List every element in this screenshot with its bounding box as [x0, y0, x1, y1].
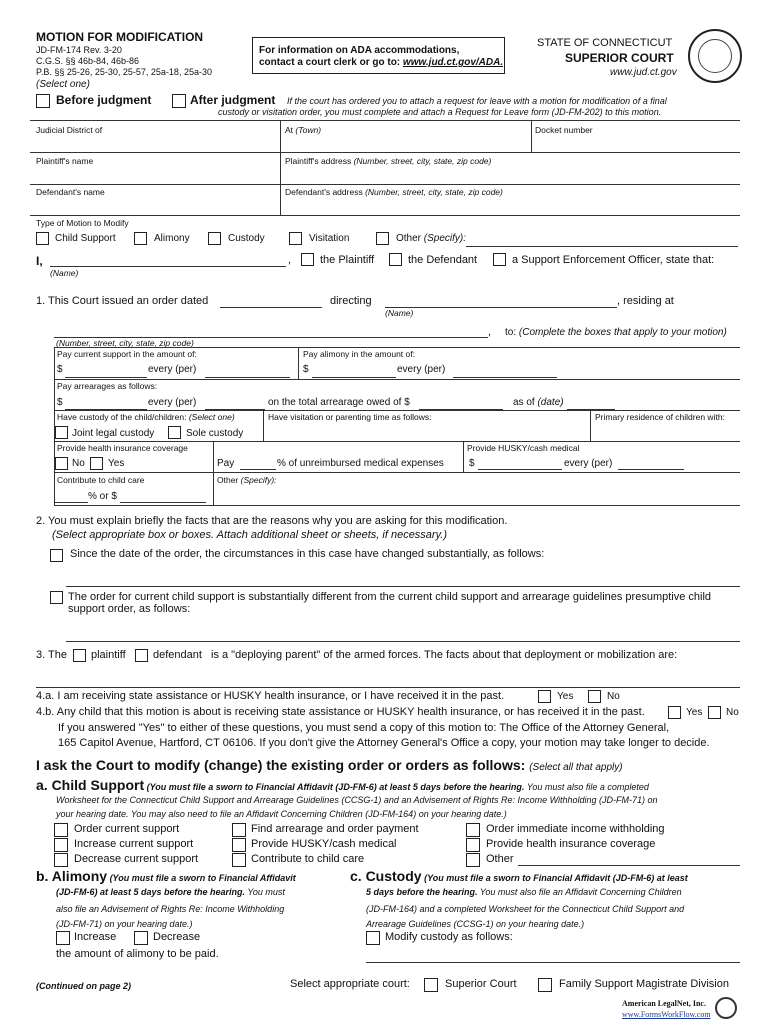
- statement-comma: ,: [288, 254, 292, 266]
- defendant-checkbox[interactable]: [389, 253, 402, 266]
- magistrate-label: Family Support Magistrate Division: [559, 978, 729, 990]
- circumstances-changed-label: Since the date of the order, the circumstances in this case have changed substantially, as follows:: [70, 548, 545, 560]
- pay-alimony-label: Pay alimony in the amount of:: [303, 349, 415, 359]
- legalnet-link[interactable]: www.FormsWorkFlow.com: [622, 1010, 711, 1019]
- defendant-label: the Defendant: [408, 254, 478, 266]
- defendant-address-input[interactable]: [284, 198, 738, 213]
- cs-opt-withholding-checkbox[interactable]: [466, 823, 480, 837]
- circumstances-changed-checkbox[interactable]: [50, 549, 63, 562]
- name-hint: (Name): [50, 268, 79, 278]
- cs-opt-health-label: Provide health insurance coverage: [486, 838, 656, 850]
- officer-checkbox[interactable]: [493, 253, 506, 266]
- custody-type-label: Custody: [228, 233, 265, 244]
- alimony-note4: (JD-FM-71) on your hearing date.): [56, 919, 193, 929]
- form-title: MOTION FOR MODIFICATION: [36, 30, 204, 44]
- visitation-type-label: Visitation: [309, 233, 350, 244]
- as-of-label: as of (date): [513, 397, 564, 408]
- deploying-plaintiff-label: plaintiff: [91, 649, 126, 661]
- plaintiff-label: the Plaintiff: [320, 254, 375, 266]
- deploying-defendant-checkbox[interactable]: [135, 649, 148, 662]
- directed-name-hint: (Name): [385, 308, 414, 318]
- custody-heading-line: c. Custody (You must file a sworn to Financial Affidavit (JD-FM-6) at least: [350, 868, 688, 884]
- deploying-defendant-label: defendant: [153, 649, 202, 661]
- alimony-note3: also file an Advisement of Rights Re: Income Withholding: [56, 904, 285, 914]
- pb-citation: P.B. §§ 25-26, 25-30, 25-57, 25a-18, 25a-30: [36, 67, 212, 77]
- husky-period-input[interactable]: [618, 469, 684, 470]
- unreimbursed-label: % of unreimbursed medical expenses: [277, 458, 444, 469]
- defendant-name-label: Defendant's name: [36, 187, 105, 197]
- officer-label: a Support Enforcement Officer, state that:: [512, 254, 715, 266]
- child-support-heading-line: a. Child Support (You must file a sworn to Financial Affidavit (JD-FM-6) at least 5 days before the hearing. You must also file a completed: [36, 777, 649, 793]
- health-no-checkbox[interactable]: [55, 457, 68, 470]
- other-order-label: Other (Specify):: [217, 475, 277, 485]
- form-id: JD-FM-174 Rev. 3-20: [36, 45, 122, 55]
- total-arrearage-input[interactable]: [419, 409, 503, 410]
- cs-opt-other-checkbox[interactable]: [466, 853, 480, 867]
- alimony-note2: (JD-FM-6) at least 5 days before the hearing. You must: [56, 887, 285, 897]
- support-dollar: $: [57, 364, 63, 375]
- alimony-every-label: every (per): [397, 364, 446, 375]
- town-input[interactable]: [284, 136, 529, 150]
- select-one-hint: (Select one): [36, 79, 90, 90]
- husky-dollar: $: [469, 458, 475, 469]
- docket-number-input[interactable]: [535, 136, 738, 150]
- item1-text: 1. This Court issued an order dated: [36, 295, 209, 307]
- pay-arrearages-label: Pay arrearages as follows:: [57, 381, 158, 391]
- health-yes-checkbox[interactable]: [90, 457, 103, 470]
- unreimbursed-pct-input[interactable]: [240, 469, 276, 470]
- ada-line1: For information on ADA accommodations,: [259, 45, 460, 56]
- alimony-type-checkbox[interactable]: [134, 232, 147, 245]
- cs-opt-husky-checkbox[interactable]: [232, 838, 246, 852]
- alimony-period-input[interactable]: [453, 377, 557, 378]
- leave-note-line1: If the court has ordered you to attach a request for leave with a motion for modification of a final: [287, 96, 667, 106]
- cs-opt-increase-label: Increase current support: [74, 838, 194, 850]
- cgs-citation: C.G.S. §§ 46b-84, 46b-86: [36, 56, 140, 66]
- to-label: to: (Complete the boxes that apply to your motion): [505, 327, 727, 338]
- husky-every-label: every (per): [564, 458, 613, 469]
- alimony-amount-input[interactable]: [312, 377, 396, 378]
- cs-opt-husky-label: Provide HUSKY/cash medical: [251, 838, 397, 850]
- custody-note3: (JD-FM-164) and a completed Worksheet for the Connecticut Child Support and: [366, 904, 685, 914]
- alimony-dollar: $: [303, 364, 309, 375]
- cs-opt-child-care-label: Contribute to child care: [251, 853, 365, 865]
- item4b-no-checkbox[interactable]: [708, 706, 721, 719]
- other-type-checkbox[interactable]: [376, 232, 389, 245]
- directing-label: directing: [330, 295, 372, 307]
- ag-note-line2: 165 Capitol Avenue, Hartford, CT 06106. If you don't give the Attorney General's Office a copy, your motion may take longer to decide.: [58, 737, 710, 749]
- cs-opt-arrearage-label: Find arrearage and order payment: [251, 823, 419, 835]
- continued-note: (Continued on page 2): [36, 981, 131, 991]
- primary-residence-label: Primary residence of children with:: [595, 412, 725, 422]
- item4a-text: 4.a. I am receiving state assistance or HUSKY health insurance, or I have received it in the past.: [36, 690, 505, 702]
- pay-support-label: Pay current support in the amount of:: [57, 349, 197, 359]
- after-judgment-label: After judgment: [190, 93, 276, 107]
- guidelines-input[interactable]: [66, 641, 740, 642]
- before-judgment-checkbox[interactable]: [36, 94, 50, 108]
- other-type-label: Other (Specify):: [396, 233, 467, 244]
- contribute-child-care-label: Contribute to child care: [57, 475, 145, 485]
- select-court-label: Select appropriate court:: [290, 978, 410, 990]
- have-visitation-label: Have visitation or parenting time as follows:: [268, 412, 432, 422]
- judicial-district-label: Judicial District of: [36, 125, 103, 135]
- deployment-facts-input[interactable]: [36, 687, 740, 688]
- arrearage-amount-input[interactable]: [65, 409, 147, 410]
- child-care-pct-input[interactable]: [54, 502, 88, 503]
- ada-link[interactable]: www.jud.ct.gov/ADA.: [402, 57, 504, 68]
- item3-the: 3. The: [36, 649, 67, 661]
- ada-line2: contact a court clerk or go to: www.jud.ct.gov/ADA.: [259, 57, 504, 68]
- judicial-district-input[interactable]: [34, 136, 278, 150]
- child-support-type-checkbox[interactable]: [36, 232, 49, 245]
- cs-opt-decrease-label: Decrease current support: [74, 853, 199, 865]
- child-care-amount-input[interactable]: [120, 502, 206, 503]
- before-judgment-label: Before judgment: [56, 93, 152, 107]
- arrearage-dollar: $: [57, 397, 63, 408]
- plaintiff-name-input[interactable]: [34, 167, 278, 182]
- address-hint: (Number, street, city, state, zip code): [56, 338, 194, 348]
- item4b-text: 4.b. Any child that this motion is about is receiving state assistance or HUSKY health insurance, or has received it in the past.: [36, 706, 645, 718]
- cs-opt-order-current-label: Order current support: [74, 823, 180, 835]
- item4a-yes-checkbox[interactable]: [538, 690, 551, 703]
- state-seal-icon: [688, 29, 742, 83]
- defendant-address-label: Defendant's address (Number, street, city, state, zip code): [285, 187, 503, 197]
- joint-legal-label: Joint legal custody: [72, 428, 155, 439]
- guidelines-deviation-checkbox[interactable]: [50, 591, 63, 604]
- i-label: I,: [36, 254, 43, 268]
- plaintiff-address-input[interactable]: [284, 167, 738, 182]
- court-website: www.jud.ct.gov: [610, 67, 677, 78]
- as-of-date-input[interactable]: [567, 409, 615, 410]
- item3-rest: is a "deploying parent" of the armed forces. The facts about that deployment or mobilization are:: [211, 649, 678, 661]
- order-date-input[interactable]: [220, 307, 322, 308]
- sole-custody-label: Sole custody: [186, 428, 244, 439]
- child-support-note2: Worksheet for the Connecticut Child Support and Arrearage Guidelines (CCSG-1) and an Advisement of Rights Re: Income Withholding (JD-FM-71) on: [56, 795, 658, 805]
- provide-husky-label: Provide HUSKY/cash medical: [467, 443, 580, 453]
- item2-line2: (Select appropriate box or boxes. Attach additional sheet or sheets, if necessary.): [52, 529, 447, 541]
- alimony-heading-line: b. Alimony (You must file a sworn to Financial Affidavit: [36, 868, 296, 884]
- cs-opt-child-care-checkbox[interactable]: [232, 853, 246, 867]
- cs-opt-other-label: Other: [486, 853, 514, 865]
- item4b-yes-label: Yes: [686, 707, 703, 718]
- ag-note-line1: If you answered "Yes" to either of these questions, you must send a copy of this motion to: The Office of the Attorney General,: [58, 722, 670, 734]
- circumstances-input[interactable]: [66, 586, 740, 587]
- modify-custody-label: Modify custody as follows:: [385, 931, 513, 943]
- directed-name-input[interactable]: [385, 307, 617, 308]
- magistrate-checkbox[interactable]: [538, 978, 552, 992]
- movant-name-input[interactable]: [50, 266, 286, 267]
- husky-amount-input[interactable]: [478, 469, 562, 470]
- cs-other-input[interactable]: [518, 865, 740, 866]
- cs-opt-increase-checkbox[interactable]: [54, 838, 68, 852]
- provide-health-label: Provide health insurance coverage: [57, 443, 188, 453]
- cs-opt-decrease-checkbox[interactable]: [54, 853, 68, 867]
- other-type-input[interactable]: [466, 246, 738, 247]
- leave-note-line2: custody or visitation order, you must complete and attach a Request for Leave form (JD-FM-202) to this motion.: [218, 107, 662, 117]
- superior-court-checkbox[interactable]: [424, 978, 438, 992]
- address-comma: ,: [488, 326, 492, 338]
- child-support-type-label: Child Support: [55, 233, 116, 244]
- ask-heading: I ask the Court to modify (change) the existing order or orders as follows: (Select all that apply): [36, 757, 623, 773]
- plaintiff-name-label: Plaintiff's name: [36, 156, 94, 166]
- joint-legal-checkbox[interactable]: [55, 426, 68, 439]
- item4b-no-label: No: [726, 707, 739, 718]
- guidelines-line1: The order for current child support is substantially different from the current child support and arrearage guidelines presumptive child: [68, 591, 712, 603]
- custody-note2: 5 days before the hearing. You must also file an Affidavit Concerning Children: [366, 887, 682, 897]
- type-of-motion-label: Type of Motion to Modify: [36, 218, 129, 228]
- item4a-yes-label: Yes: [557, 691, 574, 702]
- arrearage-period-input[interactable]: [205, 409, 265, 410]
- cs-opt-arrearage-checkbox[interactable]: [232, 823, 246, 837]
- alimony-type-label: Alimony: [154, 233, 190, 244]
- pct-or-label: % or $: [88, 491, 117, 502]
- on-total-label: on the total arrearage owed of $: [268, 397, 410, 408]
- guidelines-line2: support order, as follows:: [68, 603, 191, 615]
- arrearage-every-label: every (per): [148, 397, 197, 408]
- pay-label: Pay: [217, 458, 235, 469]
- modify-custody-checkbox[interactable]: [366, 931, 380, 945]
- plaintiff-checkbox[interactable]: [301, 253, 314, 266]
- docket-number-label: Docket number: [535, 125, 593, 135]
- custody-note4: Arrearage Guidelines (CCSG-1) on your hearing date.): [366, 919, 585, 929]
- support-amount-input[interactable]: [65, 377, 147, 378]
- cs-opt-order-current-checkbox[interactable]: [54, 823, 68, 837]
- alimony-decrease-label: Decrease: [153, 931, 201, 943]
- legalnet-name: American LegalNet, Inc.: [622, 999, 706, 1008]
- defendant-name-input[interactable]: [34, 198, 278, 213]
- alimony-increase-checkbox[interactable]: [56, 931, 70, 945]
- modify-custody-input[interactable]: [366, 962, 740, 963]
- child-support-note3: your hearing date. You may also need to file an Affidavit Concerning Children (JD-FM-164) on your hearing date.): [56, 809, 507, 819]
- health-yes-label: Yes: [108, 458, 125, 469]
- residing-label: , residing at: [617, 295, 674, 307]
- sole-custody-checkbox[interactable]: [168, 426, 181, 439]
- cs-opt-withholding-label: Order immediate income withholding: [486, 823, 665, 835]
- item4a-no-label: No: [607, 691, 620, 702]
- health-no-label: No: [72, 458, 85, 469]
- visitation-type-checkbox[interactable]: [289, 232, 302, 245]
- alimony-decrease-checkbox[interactable]: [134, 931, 148, 945]
- have-custody-label: Have custody of the child/children: (Select one): [57, 412, 235, 422]
- item4a-no-checkbox[interactable]: [588, 690, 601, 703]
- deploying-plaintiff-checkbox[interactable]: [73, 649, 86, 662]
- item2-line1: 2. You must explain briefly the facts that are the reasons why you are asking for this modification.: [36, 515, 508, 527]
- alimony-increase-label: Increase: [74, 931, 117, 943]
- custody-type-checkbox[interactable]: [208, 232, 221, 245]
- superior-court-label: Superior Court: [445, 978, 517, 990]
- item4b-yes-checkbox[interactable]: [668, 706, 681, 719]
- cs-opt-health-checkbox[interactable]: [466, 838, 480, 852]
- after-judgment-checkbox[interactable]: [172, 94, 186, 108]
- legalnet-logo-icon: [715, 997, 737, 1019]
- state-name: STATE OF CONNECTICUT: [537, 37, 673, 49]
- plaintiff-address-label: Plaintiff's address (Number, street, city, state, zip code): [285, 156, 492, 166]
- at-town-label: At (Town): [285, 125, 322, 135]
- court-name: SUPERIOR COURT: [565, 51, 674, 65]
- support-every-label: every (per): [148, 364, 197, 375]
- support-period-input[interactable]: [205, 377, 290, 378]
- alimony-amount-label: the amount of alimony to be paid.: [56, 948, 219, 960]
